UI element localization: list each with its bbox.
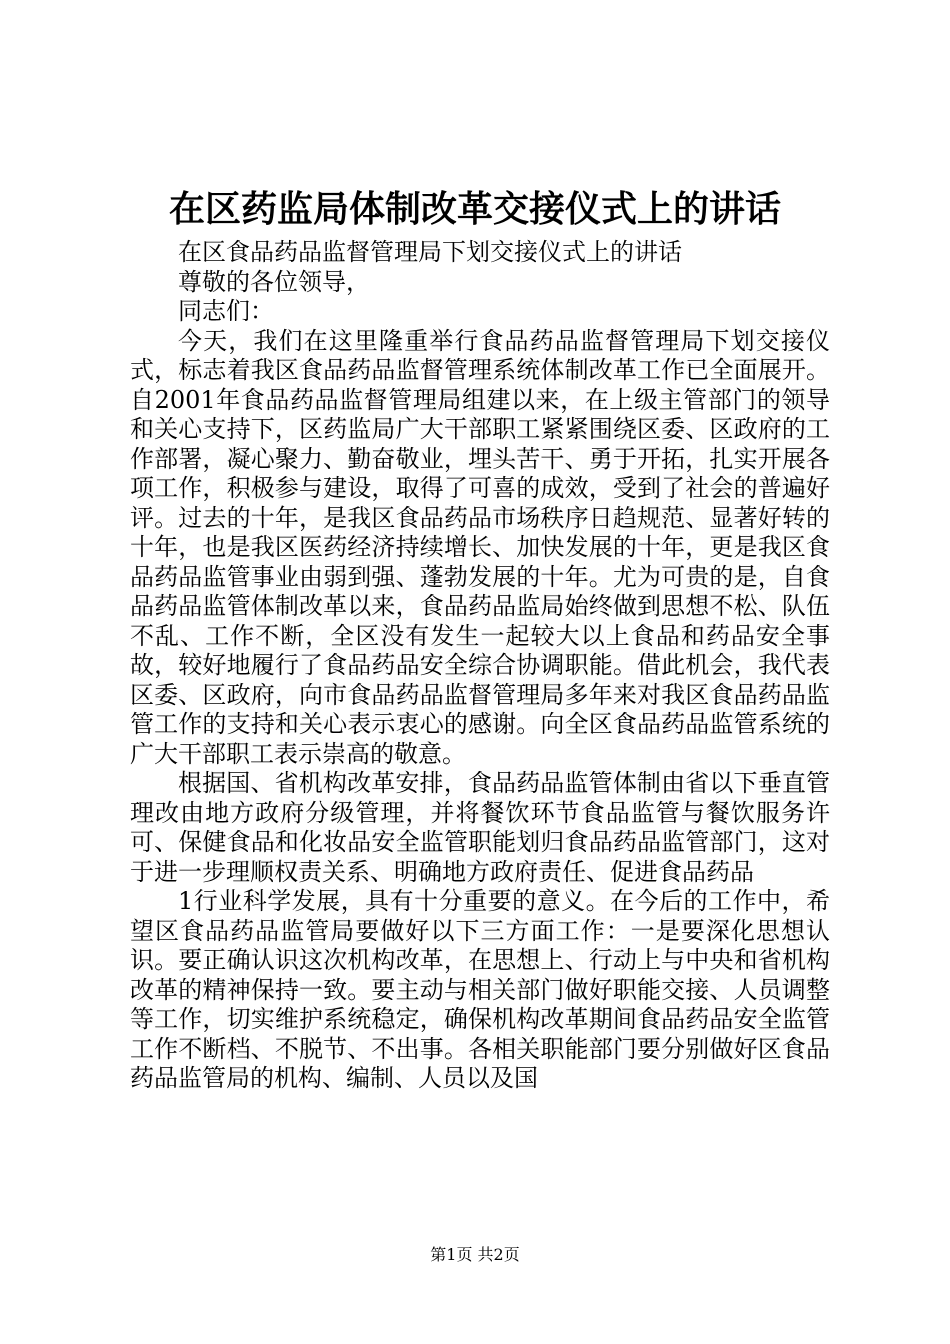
subtitle-paragraph: 在区食品药品监督管理局下划交接仪式上的讲话 <box>178 238 682 266</box>
body-paragraph: 根据国、省机构改革安排，食品药品监管体制由省以下垂直管理改由地方政府分级管理，并将餐饮环节食品监管与餐饮服务许可、保健食品和化妆品安全监管职能划归食品药品监管部门，这对于进一步理顺权责关系、明确地方政府责任、促进食品药品 <box>130 769 830 886</box>
page-footer: 第1页 共2页 <box>430 1245 520 1264</box>
body-paragraph: 今天，我们在这里隆重举行食品药品监督管理局下划交接仪式，标志着我区食品药品监督管理系统体制改革工作已全面展开。自2001年食品药品监督管理局组建以来，在上级主管部门的领导和关心支持下，区药监局广大干部职工紧紧围绕区委、区政府的工作部署，凝心聚力、勤奋敬业，埋头苦干、勇于开拓，扎实开展各项工作，积极参与建设，取得了可喜的成效，受到了社会的普遍好评。过去的十年，是我区食品药品市场秩序日趋规范、显著好转的十年，也是我区医药经济持续增长、加快发展的十年，更是我区食品药品监管事业由弱到强、蓬勃发展的十年。尤为可贵的是，自食品药品监管体制改革以来，食品药品监局始终做到思想不松、队伍不乱、工作不断，全区没有发生一起较大以上食品和药品安全事故，较好地履行了食品药品安全综合协调职能。借此机会，我代表区委、区政府，向市食品药品监督管理局多年来对我区食品药品监管工作的支持和关心表示衷心的感谢。向全区食品药品监管系统的广大干部职工表示崇高的敬意。 <box>130 326 830 768</box>
document-body <box>130 238 830 1094</box>
salutation-paragraph: 尊敬的各位领导， <box>178 267 370 296</box>
salutation-paragraph: 同志们： <box>178 297 274 325</box>
document-title: 在区药监局体制改革交接仪式上的讲话 <box>168 188 781 230</box>
body-paragraph: 1行业科学发展，具有十分重要的意义。在今后的工作中，希望区食品药品监管局要做好以下三方面工作：一是要深化思想认识。要正确认识这次机构改革，在思想上、行动上与中央和省机构改革的精神保持一致。要主动与相关部门做好职能交接、人员调整等工作，切实维护系统稳定，确保机构改革期间食品药品安全监管工作不断档、不脱节、不出事。各相关职能部门要分别做好区食品药品监管局的机构、编制、人员以及国 <box>130 887 830 1092</box>
